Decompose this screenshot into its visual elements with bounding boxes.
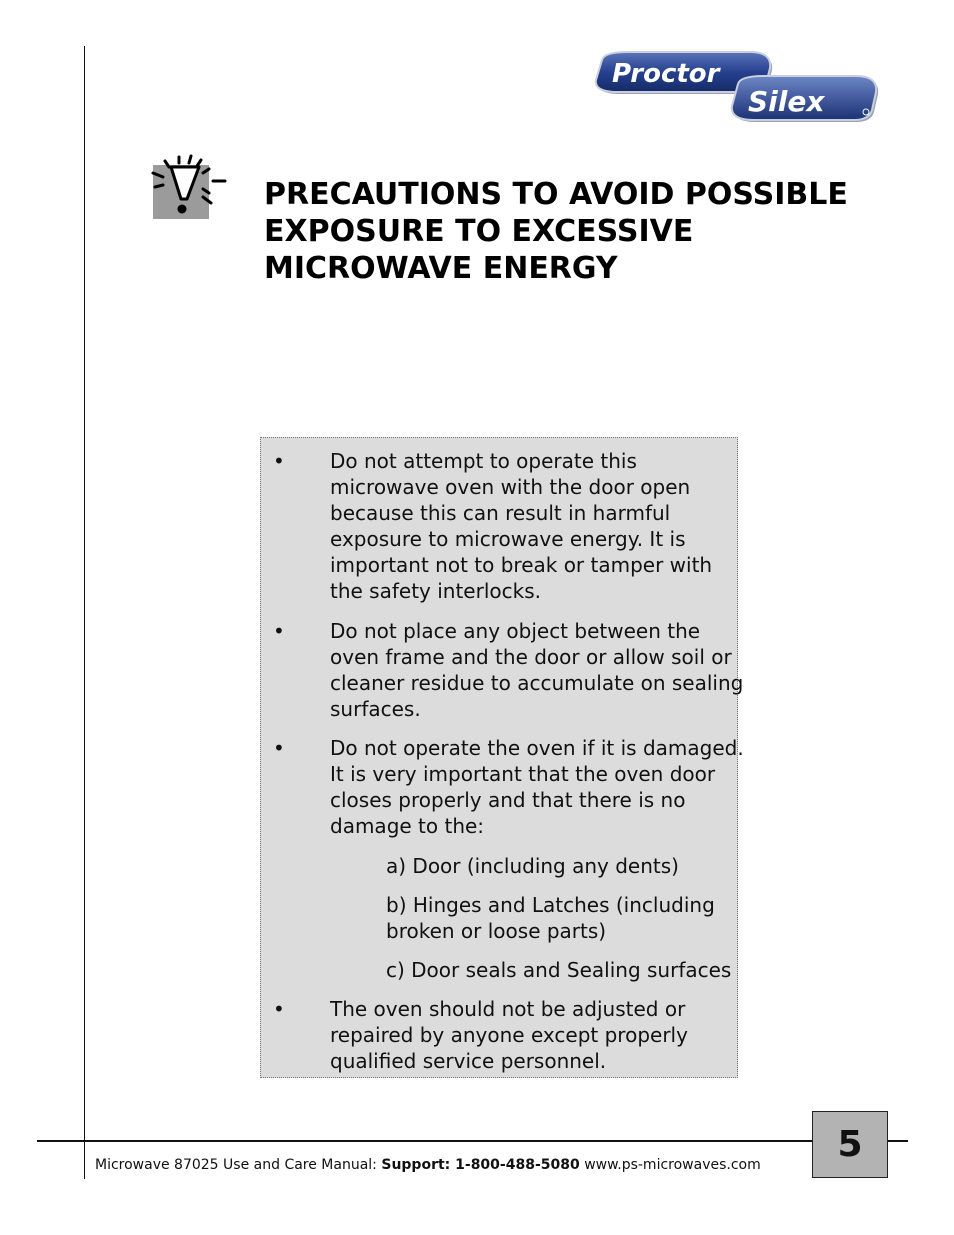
proctor-silex-logo xyxy=(590,48,886,130)
logo-text-proctor: Proctor xyxy=(612,59,720,89)
bullet-text: The oven should not be adjusted or repaired by anyone except properly qualified service personnel. xyxy=(330,997,688,1073)
title-line: PRECAUTIONS TO AVOID POSSIBLE xyxy=(264,177,848,212)
footer-text xyxy=(95,1156,761,1174)
sub-item: c) Door seals and Sealing surfaces xyxy=(386,958,732,982)
bullet-text: Do not place any object between the oven frame and the door or allow soil or cleaner residue to accumulate on sealing surfaces. xyxy=(330,619,744,721)
footer-manual: Microwave 87025 Use and Care Manual: xyxy=(95,1157,377,1173)
vertical-rule xyxy=(84,46,85,1179)
title-line: EXPOSURE TO EXCESSIVE xyxy=(264,214,694,249)
bullet-marker: • xyxy=(273,449,285,473)
title-line: MICROWAVE ENERGY xyxy=(264,251,618,286)
bullet-marker: • xyxy=(273,619,285,643)
warning-icon xyxy=(149,151,227,229)
bullet-text: Do not attempt to operate this microwave oven with the door open because this can result in harmful exposure to microwave energy. It is important not to break or tamper with the safety interlocks. xyxy=(330,449,713,603)
footer-support: Support: 1-800-488-5080 xyxy=(381,1157,580,1173)
footer-rule xyxy=(37,1140,908,1142)
page-title xyxy=(264,176,864,287)
logo-text-silex: Silex xyxy=(748,85,825,118)
sub-item: a) Door (including any dents) xyxy=(386,854,679,878)
sub-item: b) Hinges and Latches (including broken or loose parts) xyxy=(386,893,715,943)
bullet-marker: • xyxy=(273,997,285,1021)
footer-website[interactable]: www.ps-microwaves.com xyxy=(584,1157,761,1173)
page-number: 5 xyxy=(812,1111,888,1178)
bullet-text: Do not operate the oven if it is damaged. It is very important that the oven door closes properly and that there is no damage to the: xyxy=(330,736,744,838)
bullet-marker: • xyxy=(273,736,285,760)
precautions-box xyxy=(260,437,744,1078)
